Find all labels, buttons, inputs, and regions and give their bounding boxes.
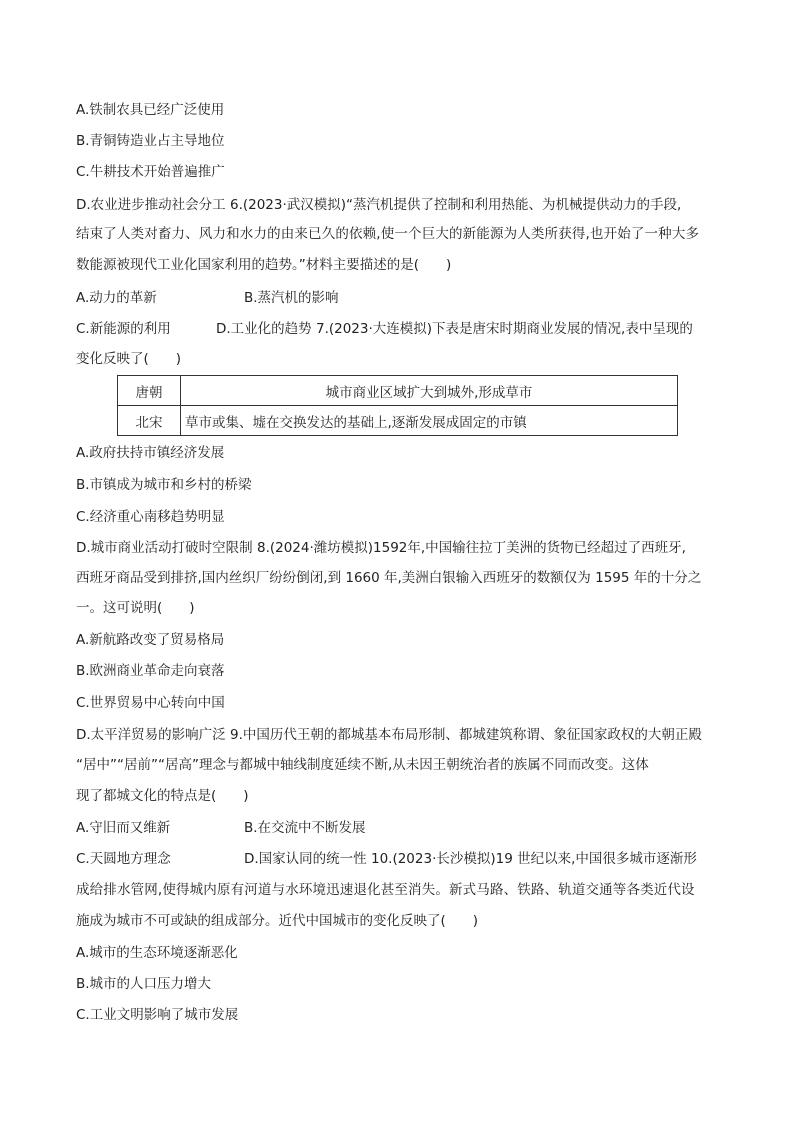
- q5-option-c: C.牛耕技术开始普遍推广: [76, 164, 225, 180]
- q10-stem-line3: 施成为城市不可或缺的组成部分。近代中国城市的变化反映了( ): [76, 913, 479, 929]
- q7-option-a: A.政府扶持市镇经济发展: [76, 445, 225, 461]
- q9-option-a: A.守旧而又维新: [76, 820, 171, 836]
- q6-option-c: C.新能源的利用: [76, 321, 171, 337]
- q6-option-b: B.蒸汽机的影响: [244, 290, 339, 306]
- q9-stem-line3: 现了都城文化的特点是( ): [76, 788, 249, 804]
- q6-stem-line3: 数能源被现代工业化国家利用的趋势。”材料主要描述的是( ): [76, 257, 452, 273]
- q7-option-c: C.经济重心南移趋势明显: [76, 509, 225, 525]
- tang-song-commerce-table: [117, 375, 678, 436]
- q8-option-d-q9-stem: D.太平洋贸易的影响广泛 9.中国历代王朝的都城基本布局形制、都城建筑称谓、象征国家政权的大朝正殿: [76, 727, 702, 743]
- q6-option-d-q7-stem: D.工业化的趋势 7.(2023·大连模拟)下表是唐宋时期商业发展的情况,表中呈现的: [216, 321, 693, 337]
- q5-option-b: B.青铜铸造业占主导地位: [76, 133, 225, 149]
- q6-stem-line2: 结束了人类对畜力、风力和水力的由来已久的依赖,使一个巨大的新能源为人类所获得,也开始了一种大多: [76, 226, 700, 242]
- table-cell-content: 草市或集、墟在交换发达的基础上,逐渐发展成固定的市镇: [181, 406, 678, 436]
- q9-stem-line2: “居中”“居前”“居高”理念与都城中轴线制度延续不断,从未因王朝统治者的族属不同而改变。这体: [76, 757, 649, 773]
- q8-option-a: A.新航路改变了贸易格局: [76, 632, 225, 648]
- table-row: [118, 376, 678, 406]
- table-cell-content: 城市商业区域扩大到城外,形成草市: [181, 376, 678, 406]
- q6-option-a: A.动力的革新: [76, 290, 157, 306]
- table-cell-dynasty: 北宋: [118, 406, 181, 436]
- q8-stem-line3: 一。这可说明( ): [76, 600, 195, 616]
- q8-option-b: B.欧洲商业革命走向衰落: [76, 663, 225, 679]
- table-row: [118, 406, 678, 436]
- q9-option-c: C.天圆地方理念: [76, 851, 171, 867]
- q10-option-a: A.城市的生态环境逐渐恶化: [76, 945, 238, 961]
- q10-stem-line2: 成给排水管网,使得城内原有河道与水环境迅速退化甚至消失。新式马路、铁路、轨道交通等各类近代设: [76, 882, 695, 898]
- q10-option-c: C.工业文明影响了城市发展: [76, 1007, 239, 1023]
- q8-stem-line2: 西班牙商品受到排挤,国内丝织厂纷纷倒闭,到 1660 年,美洲白银输入西班牙的数额仅为 1595 年的十分之: [76, 570, 702, 586]
- table-cell-dynasty: 唐朝: [118, 376, 181, 406]
- q10-option-b: B.城市的人口压力增大: [76, 976, 212, 992]
- q5-option-a: A.铁制农具已经广泛使用: [76, 102, 225, 118]
- q9-option-b: B.在交流中不断发展: [244, 820, 366, 836]
- q7-option-d-q8-stem: D.城市商业活动打破时空限制 8.(2024·潍坊模拟)1592年,中国输往拉丁美洲的货物已经超过了西班牙,: [76, 540, 686, 556]
- q9-option-d-q10-stem: D.国家认同的统一性 10.(2023·长沙模拟)19 世纪以来,中国很多城市逐渐形: [244, 851, 697, 867]
- q7-option-b: B.市镇成为城市和乡村的桥梁: [76, 477, 252, 493]
- q7-stem-line2: 变化反映了( ): [76, 351, 182, 367]
- q8-option-c: C.世界贸易中心转向中国: [76, 695, 225, 711]
- q5-option-d-q6-stem: D.农业进步推动社会分工 6.(2023·武汉模拟)“蒸汽机提供了控制和利用热能、为机械提供动力的手段,: [76, 197, 682, 213]
